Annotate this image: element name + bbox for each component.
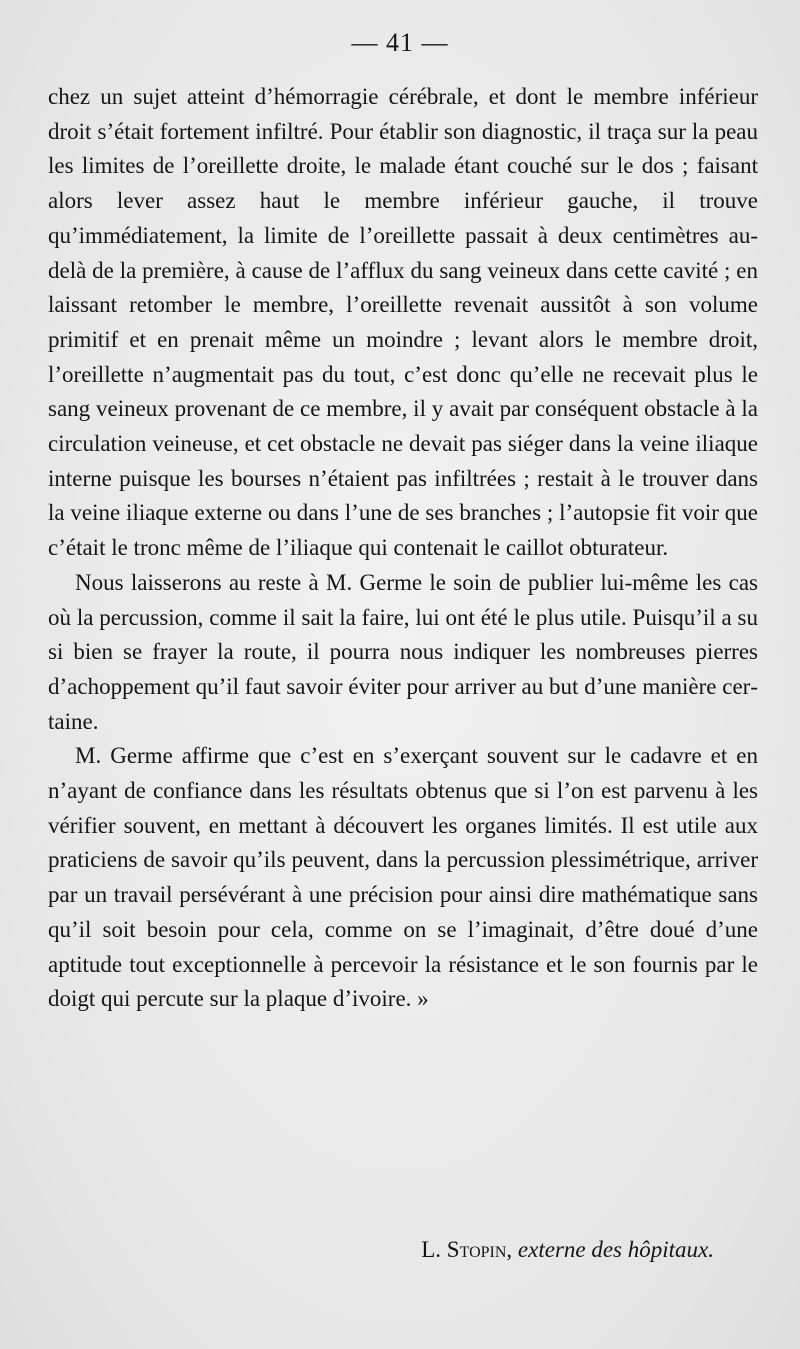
paragraph-germe-affirmation: M. Germe affirme que c’est en s’exerçant souvent sur le cadavre et en n’ayant de confiance dans les résultats obtenus que si l’on est parvenu à les vérifier souvent, en mettant à découvert les organes limités. Il est utile aux praticiens de savoir qu’ils peuvent, dans la percussion plessimétrique, arriver par un travail persévérant à une précision pour ainsi dire mathématique sans qu’il soit besoin pour cela, comme on se l’imaginait, d’être doué d’une aptitude tout exceptionnelle à percevoir la résistance et le son fournis par le doigt qui percute sur la plaque d’ivoire. » [48,743,758,1012]
paragraph-germe-publication: Nous laisserons au reste à M. Germe le soin de publier lui-même les cas où la percussion, comme il sait la faire, lui ont été le plus utile. Puisqu’il a su si bien se frayer la route, il pourra nous indiquer les nombreuses pierres d’achoppement qu’il faut savoir éviter pour arriver au but d’une manière certaine. [48,569,758,734]
signature [421,1237,714,1263]
signature-title: externe des hôpitaux. [517,1237,714,1262]
page-number: — 41 — [351,28,449,57]
signature-name: L. Stopin, [421,1237,513,1262]
paragraph-continuation: chez un sujet atteint d’hémorragie cérébrale, et dont le membre inférieur droit s’était fortement infiltré. Pour établir son diagnostic, il traça sur la peau les limites de l’oreillette droite, le malade étant couché sur le dos ; faisant alors lever assez haut le membre inférieur gauche, il trouve qu’immédiatement, la limite de l’oreillette passait à deux centimètres au-delà de la première, à cause de l’afflux du sang veineux dans cette cavité ; en laissant retomber le membre, l’oreillette revenait aussitôt à son volume primitif et en prenait même un moindre ; levant alors le membre droit, l’oreillette n’augmentait pas du tout, c’est donc qu’elle ne recevait plus le sang veineux provenant de ce membre, il y avait par conséquent obstacle à la circulation veineuse, et cet obstacle ne devait pas siéger dans la veine iliaque interne puisque les bourses n’étaient pas infiltrées ; restait à le trouver dans la veine iliaque externe ou dans l’une de ses branches ; l’autopsie fit voir que c’était le tronc même de l’iliaque qui contenait le caillot obturateur. [48,84,758,561]
body-text [48,80,758,1017]
